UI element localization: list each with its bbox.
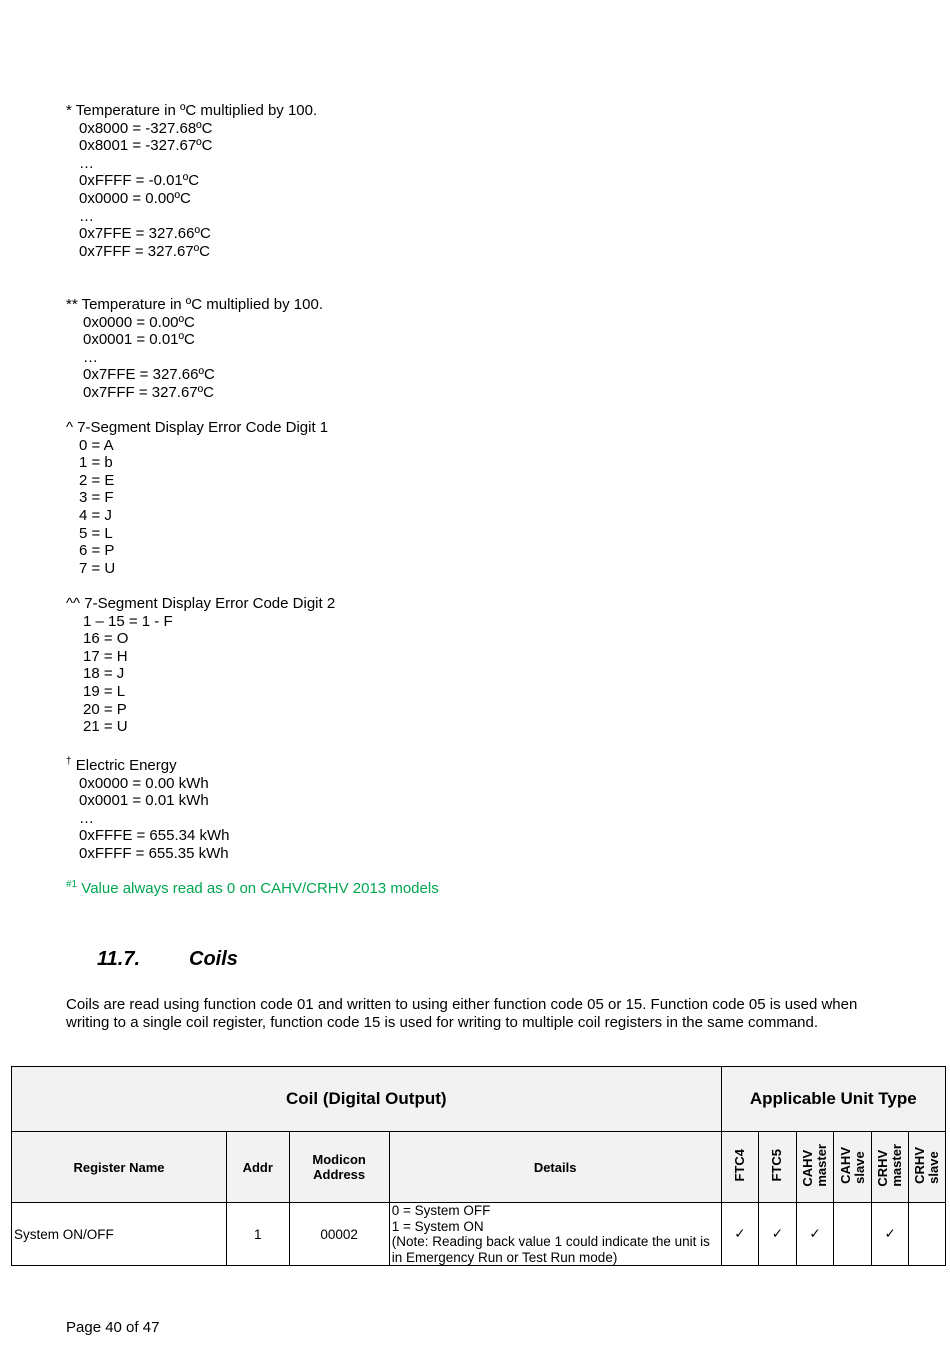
details-line: 1 = System ON (391, 1218, 484, 1234)
note-line: 5 = L (79, 524, 113, 542)
note-line: 0x7FFE = 327.66ºC (79, 225, 211, 243)
note-line: 6 = P (79, 542, 115, 560)
note-line: 16 = O (83, 630, 129, 648)
note-line: 7 = U (79, 559, 116, 577)
unit-type-l2: master (813, 1144, 829, 1187)
unit-type-l1: CAHV (837, 1147, 853, 1184)
note-line: 1 – 15 = 1 - F (83, 612, 173, 630)
model-note-text: Value always read as 0 on CAHV/CRHV 2013 models (81, 880, 439, 897)
unit-type-l1: FTC4 (731, 1149, 747, 1182)
group-header-coil: Coil (Digital Output) (12, 1067, 722, 1132)
note-line: 1 = b (79, 454, 113, 472)
note-line: 2 = E (79, 471, 115, 489)
section-number: 11.7. (97, 948, 140, 970)
header-modicon (289, 1132, 389, 1203)
model-note (66, 876, 439, 898)
temperature-note (66, 102, 317, 260)
note-line: 19 = L (83, 682, 126, 700)
header-details: Details (389, 1132, 721, 1203)
header-crhv-slave (909, 1132, 946, 1203)
section-title: Coils (189, 948, 238, 970)
details-line: 0 = System OFF (391, 1203, 491, 1218)
header-crhv-master (871, 1132, 909, 1203)
note-line: 0x0000 = 0.00 kWh (79, 774, 209, 792)
unit-type-l1: CRHV (912, 1147, 928, 1184)
note-line: 0x7FFE = 327.66ºC (83, 366, 215, 384)
check-ftc4: ✓ (721, 1203, 759, 1266)
note-line: 0xFFFE = 655.34 kWh (79, 827, 230, 845)
header-modicon-l1: Modicon (312, 1152, 366, 1167)
electric-energy-note (66, 753, 229, 863)
check-ftc5: ✓ (759, 1203, 797, 1266)
note-line: 17 = H (83, 647, 128, 665)
cell-addr: 1 (226, 1203, 289, 1266)
header-ftc4 (721, 1132, 759, 1203)
segment-digit2-note (66, 595, 335, 736)
check-cahv-slave (834, 1203, 872, 1266)
note-title: * Temperature in ºC multiplied by 100. (66, 102, 318, 119)
note-line: 0x0001 = 0.01 kWh (79, 792, 209, 810)
dagger-marker: † (66, 756, 72, 767)
hash-marker: #1 (66, 879, 78, 890)
header-addr: Addr (226, 1132, 289, 1203)
note-title: ** Temperature in ºC multiplied by 100. (66, 296, 323, 313)
check-crhv-master: ✓ (871, 1203, 909, 1266)
temperature-note-2 (66, 296, 323, 402)
note-line: 0x0000 = 0.00ºC (83, 313, 195, 331)
note-line: 0x8000 = -327.68ºC (79, 119, 213, 137)
page-number: Page 40 of 47 (66, 1319, 160, 1336)
note-title (66, 753, 229, 775)
check-crhv-slave (909, 1203, 946, 1266)
group-header-unit-type: Applicable Unit Type (721, 1067, 945, 1132)
cell-register-name: System ON/OFF (12, 1203, 227, 1266)
header-modicon-l2: Address (313, 1167, 366, 1182)
note-line: … (79, 809, 94, 827)
note-line: 0xFFFF = 655.35 kWh (79, 844, 229, 862)
header-cahv-master (796, 1132, 834, 1203)
check-cahv-master: ✓ (796, 1203, 834, 1266)
unit-type-l2: slave (851, 1151, 867, 1184)
note-line: 21 = U (83, 718, 128, 736)
note-line: 0x7FFF = 327.67ºC (83, 383, 214, 401)
section-paragraph: Coils are read using function code 01 and written to using either function code 05 or 15. Function code 05 is used when writing to a single coil register, function code 15 is used for writing to multiple coil registers in the same command. (66, 996, 858, 1031)
note-line: … (79, 207, 94, 225)
unit-type-l2: slave (926, 1151, 942, 1184)
section-heading (97, 948, 238, 971)
note-title: ^ 7-Segment Display Error Code Digit 1 (66, 419, 329, 436)
note-line: 0x0001 = 0.01ºC (83, 331, 195, 349)
note-line: 0x8001 = -327.67ºC (79, 137, 213, 155)
energy-title: Electric Energy (75, 757, 177, 774)
note-line: … (83, 348, 98, 366)
header-ftc5 (759, 1132, 797, 1203)
note-line: 20 = P (83, 700, 127, 718)
unit-type-l2: master (889, 1144, 905, 1187)
note-line: 4 = J (79, 506, 112, 524)
note-line: … (79, 154, 94, 172)
segment-digit1-note (66, 419, 328, 577)
unit-type-l1: CRHV (875, 1149, 891, 1187)
details-line: (Note: Reading back value 1 could indicate the unit is in Emergency Run or Test Run mode) (391, 1234, 710, 1265)
note-line: 3 = F (79, 489, 114, 507)
header-cahv-slave (834, 1132, 872, 1203)
header-register-name: Register Name (12, 1132, 227, 1203)
table-row (12, 1203, 946, 1266)
unit-type-l1: CAHV (799, 1149, 815, 1187)
note-line: 0x0000 = 0.00ºC (79, 189, 191, 207)
note-line: 0xFFFF = -0.01ºC (79, 172, 200, 190)
coils-table (11, 1066, 946, 1266)
cell-modicon: 00002 (289, 1203, 389, 1266)
unit-type-l1: FTC5 (769, 1149, 785, 1182)
note-line: 18 = J (83, 665, 125, 683)
note-line: 0 = A (79, 436, 114, 454)
note-title: ^^ 7-Segment Display Error Code Digit 2 (66, 595, 336, 612)
note-line: 0x7FFF = 327.67ºC (79, 242, 210, 260)
cell-details (389, 1203, 721, 1266)
